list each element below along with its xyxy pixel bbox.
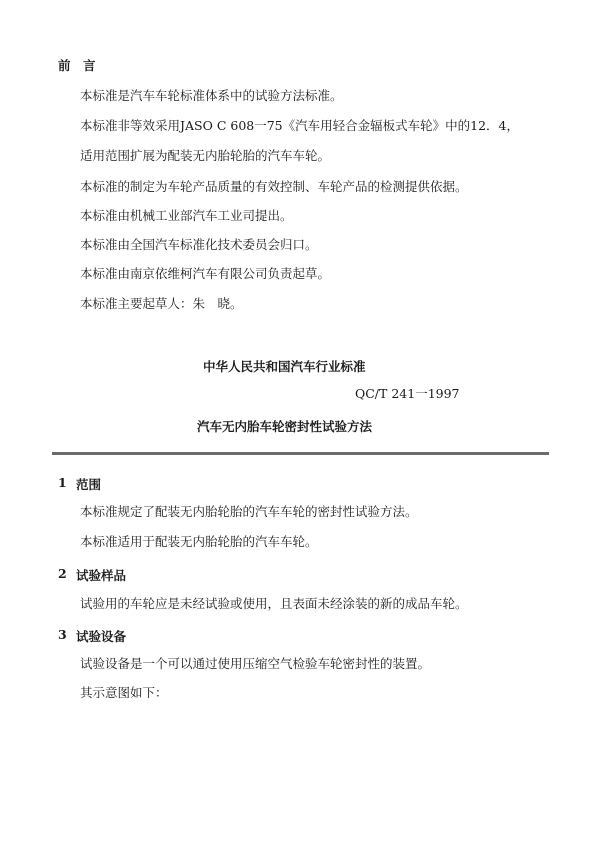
- section-heading: 试验设备: [76, 629, 127, 644]
- foreword-paragraph: 本标准是汽车车轮标准体系中的试验方法标准。: [80, 88, 343, 103]
- standard-issuer: 中华人民共和国汽车行业标准: [203, 359, 366, 374]
- foreword-paragraph: 本标准主要起草人：朱 晓。: [80, 296, 243, 311]
- header-divider: [52, 452, 549, 455]
- section-paragraph: 其示意图如下：: [80, 685, 168, 700]
- section-heading: 试验样品: [76, 568, 127, 583]
- section-number: 3: [58, 627, 67, 642]
- foreword-heading: 前 言: [58, 58, 96, 73]
- section-paragraph: 本标准规定了配装无内胎轮胎的汽车车轮的密封性试验方法。: [80, 504, 418, 519]
- foreword-paragraph: 本标准的制定为车轮产品质量的有效控制、车轮产品的检测提供依据。: [80, 179, 468, 194]
- foreword-paragraph: 本标准由全国汽车标准化技术委员会归口。: [80, 237, 318, 252]
- standard-code: QC/T 241一1997: [355, 386, 460, 401]
- foreword-paragraph: 本标准非等效采用JASO C 608一75《汽车用轻合金辐板式车轮》中的12．4，: [80, 118, 519, 133]
- section-paragraph: 试验设备是一个可以通过使用压缩空气检验车轮密封性的装置。: [80, 656, 431, 671]
- foreword-paragraph: 本标准由南京依维柯汽车有限公司负责起草。: [80, 266, 331, 281]
- section-paragraph: 试验用的车轮应是未经试验或使用，且表面未经涂装的新的成品车轮。: [80, 596, 468, 611]
- section-heading: 范围: [76, 477, 102, 492]
- section-number: 1: [58, 475, 67, 490]
- standard-title: 汽车无内胎车轮密封性试验方法: [197, 419, 373, 434]
- foreword-paragraph: 适用范围扩展为配装无内胎轮胎的汽车车轮。: [80, 148, 331, 163]
- section-paragraph: 本标准适用于配装无内胎轮胎的汽车车轮。: [80, 534, 318, 549]
- section-number: 2: [58, 566, 67, 581]
- foreword-paragraph: 本标准由机械工业部汽车工业司提出。: [80, 208, 293, 223]
